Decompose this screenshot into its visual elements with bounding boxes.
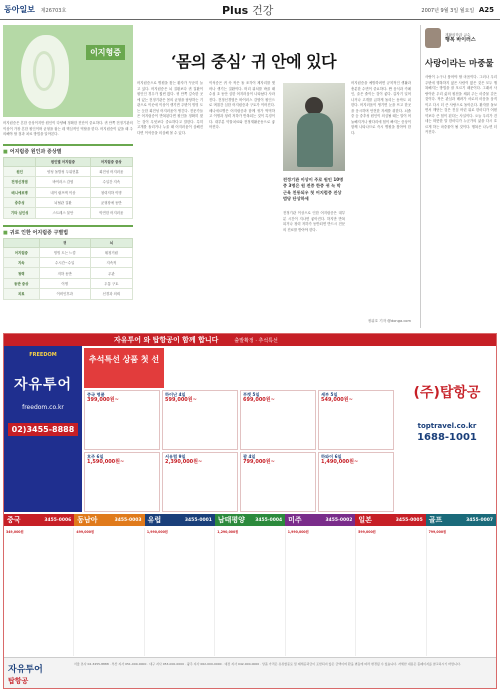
freedom-phone: 02)3455-8888 bbox=[8, 423, 79, 436]
freedom-brand-block[interactable] bbox=[4, 346, 82, 512]
section-title bbox=[222, 2, 273, 18]
issue-date: 2007년 9월 3일 월요일 bbox=[421, 8, 475, 14]
tour-product-title: 호주 6일 bbox=[87, 454, 104, 459]
cause-table bbox=[3, 157, 133, 219]
freedom-brand-name: 자유투어 bbox=[13, 377, 73, 393]
table-cell: 원인 bbox=[4, 166, 36, 176]
article-body-2: 이석증은 귀 속 작은 돌 조각이 제자리를 벗어나 생기는 질환이다. 머리 위치를 바꿀 때 수십 초 동안 심한 어지러움이 나타났다 사라진다. 전정신경염은 바이러스 감염이 원인으로 며칠간 심한 어지럼증과 구토가 이어진다. 메니에르병은 어지럼증과 함께 귀가 먹먹하고 이명과 청력 저하가 반복되는 것이 특징이다. 대부분 약물치료와 전정재활운동으로 좋아진다. bbox=[209, 81, 275, 129]
tour-product-card[interactable] bbox=[318, 390, 394, 450]
table-cell: 회전성 어지러움 bbox=[90, 166, 132, 176]
region-product-price: 1,990,000원 bbox=[287, 530, 309, 534]
tour-product-title: 괌 4일 bbox=[243, 454, 256, 459]
column-header bbox=[425, 25, 497, 51]
region-tab[interactable] bbox=[355, 514, 425, 526]
tour-product-title: 푸켓 5일 bbox=[243, 392, 260, 397]
tour-product-price: 1,590,000원~ bbox=[87, 458, 125, 465]
table-cell: 지속 bbox=[4, 258, 40, 268]
table-cell: 막연한 어지러움 bbox=[90, 208, 132, 218]
intro-text: 어지럼증은 흔한 증상이지만 원인이 다양해 정확한 진단이 중요하다. 귀 안쪽 전정기관의 이상이 가장 흔한 원인이며 균형을 잡는 데 핵심적인 역할을 한다. 어지럼증이 있을 때 주의해야 할 점과 치료 방법을 알아본다. bbox=[3, 121, 133, 137]
tour-product-card[interactable] bbox=[84, 390, 160, 450]
freedom-url[interactable]: freedom.co.kr bbox=[22, 404, 64, 411]
table-row bbox=[4, 289, 133, 299]
tour-product-grid bbox=[84, 390, 394, 512]
tour-product-price: 799,000원~ bbox=[243, 458, 275, 465]
table-cell: 휘청거림 bbox=[90, 247, 132, 257]
region-phone: 3455-0005 bbox=[395, 517, 423, 523]
region-name: 중국 bbox=[7, 516, 21, 524]
tour-product-title: 서유럽 9일 bbox=[165, 454, 186, 459]
table-cell: 양성 돌발성 두위현훈 bbox=[36, 166, 90, 176]
table-header-cell bbox=[4, 157, 36, 166]
paper-name: 동아일보 bbox=[4, 5, 35, 14]
region-product-list[interactable] bbox=[427, 528, 496, 656]
table-row bbox=[4, 197, 133, 207]
column-body: 사랑이 누구나 품어야 할 마음이다. 그러나 우리 주변에 행복하지 않은 사람이 많은 것은 모두 행복해지는 방법을 잘 모르기 때문이다. 그래서 사랑이란 우리 삶의 원천을 채워 주는 마중물 같은 것이다. 작은 관심과 배려가 서로의 마음을 움직이고 다시 더 큰 사랑으로 돌아온다. 환자를 돌보면서 깨닫는 것은 진심 어린 위로 한마디가 어떤 약보다 큰 힘이 된다는 사실이다. 오늘 우리가 건네는 따뜻한 말 한마디가 누군가의 삶을 다시 흐르게 하는 마중물이 될 것이다. 행복은 나누면 더 커진다. bbox=[425, 75, 497, 134]
table-cell: 치료 bbox=[4, 289, 40, 299]
table-cell: 빙빙 도는 느낌 bbox=[39, 247, 90, 257]
table-cell: 두통 구토 bbox=[90, 278, 132, 288]
article-headline: ‘몸의 중심’ 귀 안에 있다 bbox=[171, 52, 337, 71]
table-cell: 바이러스 감염 bbox=[36, 177, 90, 187]
tour-product-title: 중국 명품 bbox=[87, 392, 105, 397]
masthead bbox=[4, 4, 66, 15]
table-cell: 지속적 bbox=[90, 258, 132, 268]
table-header-cell: 어지럼증 증상 bbox=[90, 157, 132, 166]
region-phone: 3455-0006 bbox=[44, 517, 72, 523]
tour-product-title: 세부 5일 bbox=[321, 392, 338, 397]
section-en: Plus bbox=[222, 4, 249, 17]
tour-product-card[interactable] bbox=[162, 452, 238, 512]
tour-product-card[interactable] bbox=[240, 452, 316, 512]
region-name: 남태평양 bbox=[217, 516, 245, 524]
region-tab[interactable] bbox=[215, 514, 285, 526]
article-body-1: 어지럼증으로 병원을 찾는 환자가 꾸준히 늘고 있다. 어지럼증은 뇌 질환보다 귀 질환이 원인인 경우가 훨씬 많다. 귀 안쪽 깊숙한 곳에 있는 전정기관은 몸의 균형을 담당하는 기관으로 이곳에 이상이 생기면 주변이 빙빙 도는 듯한 회전성 어지러움이 생긴다. 전문가들은 어지럼증이 반복된다면 원인을 정확히 찾는 것이 무엇보다 중요하다고 말한다. 특히 고개를 돌리거나 누울 때 어지러움이 심해진다면 이석증을 의심해 볼 수 있다. bbox=[137, 81, 203, 135]
table-row bbox=[4, 268, 133, 278]
region-product-price: 499,000원 bbox=[76, 530, 95, 534]
date-page bbox=[421, 6, 494, 14]
region-product-price: 1,290,000원 bbox=[217, 530, 239, 534]
table-cell: 청력저하 이명 bbox=[90, 187, 132, 197]
footer-fine-print: 서울 본사 02-3455-8888 · 부산 지사 051-000-0000 · 대구 지사 053-000-0000 · 광주 지사 062-000-0000 · 대전 지사 042-000-0000 · 상품 가격은 유류할증료 및 제세공과금이 포함되지 않은 금액이며 환율 변동에 따라 변경될 수 있습니다. 자세한 내용은 홈페이지를 참고하시기 바랍니다. bbox=[74, 662, 461, 666]
main-article bbox=[137, 25, 415, 328]
table-row bbox=[4, 187, 133, 197]
table-cell: 이비인후과 bbox=[39, 289, 90, 299]
table-cell: 기타 심인성 bbox=[4, 208, 36, 218]
region-name: 미주 bbox=[288, 516, 302, 524]
toptravel-url[interactable]: toptravel.co.kr bbox=[417, 422, 477, 430]
issue-number: 제26703호 bbox=[40, 8, 67, 14]
table-cell: 균형장애 동반 bbox=[90, 197, 132, 207]
author-avatar bbox=[425, 28, 441, 48]
toptravel-brand-name: (주)탑항공 bbox=[413, 385, 481, 401]
tour-product-card[interactable] bbox=[318, 452, 394, 512]
article-body-3: 전정기관 이상으로 인한 어지럼증은 대부분 시간이 지나면 좋아진다. 하지만 반복되거나 청력 저하가 동반되면 반드시 전문의 진료를 받아야 한다. bbox=[283, 211, 345, 232]
distinction-table bbox=[3, 238, 133, 300]
bullet-icon: ■ bbox=[3, 148, 8, 155]
pull-quote: 전정기관 이상이 주로 원인 10명 중 3명은 원 전증 한증 귀 늑 막 근육 친동되우 첫 어지럼증 진상범당 단상하세 bbox=[283, 177, 344, 202]
ad-footer bbox=[4, 657, 496, 688]
ear-canal-icon bbox=[33, 51, 55, 91]
table-cell: 내이 림프액 이상 bbox=[36, 187, 90, 197]
table-cell: 신경과 의뢰 bbox=[90, 289, 132, 299]
page-number: A25 bbox=[478, 6, 494, 14]
author-info bbox=[445, 33, 476, 43]
region-product-price: 349,000원 bbox=[6, 530, 24, 534]
region-tab[interactable] bbox=[285, 514, 355, 526]
region-phone: 3455-0002 bbox=[325, 517, 353, 523]
region-tab-bar bbox=[4, 514, 496, 526]
footer-brand: 자유투어 bbox=[8, 665, 43, 675]
table-cell: 이명 bbox=[39, 278, 90, 288]
left-column bbox=[3, 25, 133, 328]
table-row bbox=[4, 166, 133, 176]
ad-topbar bbox=[4, 334, 496, 346]
table1-title: ■ 어지럼증 원인과 증상별 bbox=[3, 144, 133, 155]
table-cell: 저하 동반 bbox=[39, 268, 90, 278]
tour-product-card[interactable] bbox=[240, 390, 316, 450]
table-cell: 무관 bbox=[90, 268, 132, 278]
freedom-logo: FREEDOM bbox=[29, 352, 57, 358]
region-phone: 3455-0001 bbox=[184, 517, 212, 523]
region-phone: 3455-0003 bbox=[114, 517, 142, 523]
table-header-cell: 뇌 bbox=[90, 238, 132, 247]
region-product-price: 799,000원 bbox=[428, 530, 447, 534]
region-product-list[interactable] bbox=[286, 528, 355, 656]
region-tab[interactable] bbox=[145, 514, 215, 526]
table-header-cell bbox=[4, 238, 40, 247]
region-product-list[interactable] bbox=[4, 528, 73, 656]
tour-product-price: 2,390,000원~ bbox=[165, 458, 203, 465]
travel-advertisement bbox=[3, 333, 497, 689]
table-row bbox=[4, 247, 133, 257]
region-product-price: 599,000원 bbox=[358, 530, 376, 534]
ear-illustration bbox=[3, 25, 133, 117]
table-cell: 중추성 bbox=[4, 197, 36, 207]
person-body-icon bbox=[297, 113, 333, 167]
article-byline: 정위호 기자 @donga.com bbox=[367, 319, 411, 323]
footer-sub-brand: 탑항공 bbox=[8, 677, 29, 685]
page-header bbox=[0, 0, 500, 20]
ad-headline: 자유투어 와 탑항공이 함께 합니다 bbox=[114, 336, 219, 344]
tour-product-card[interactable] bbox=[84, 452, 160, 512]
region-tab[interactable] bbox=[426, 514, 496, 526]
table2-title: ■ 귀로 인한 어지럼증 구별법 bbox=[3, 225, 133, 236]
bullet-icon: ■ bbox=[3, 229, 8, 236]
column-title: 사랑이라는 마중물 bbox=[425, 59, 494, 69]
tour-product-title: 하이난 4일 bbox=[165, 392, 186, 397]
tour-product-price: 399,000원~ bbox=[87, 396, 119, 403]
section-ko: 건강 bbox=[252, 4, 274, 17]
promo-banner: 추석특선 상품 첫 선 bbox=[84, 348, 164, 388]
region-name: 골프 bbox=[428, 516, 443, 524]
table-cell: 어지럼증 bbox=[4, 247, 40, 257]
table-row bbox=[4, 177, 133, 187]
tour-product-price: 1,490,000원~ bbox=[321, 458, 359, 465]
region-phone: 3455-0004 bbox=[255, 517, 283, 523]
region-product-list[interactable] bbox=[356, 528, 425, 656]
region-name: 유럽 bbox=[147, 516, 162, 524]
region-name: 일본 bbox=[358, 516, 372, 524]
table-cell: 청력 bbox=[4, 268, 40, 278]
table-row bbox=[4, 208, 133, 218]
author-name: 행복 바이러스 bbox=[445, 37, 476, 43]
tour-product-price: 699,000원~ bbox=[243, 396, 275, 403]
toptravel-phone: 1688-1001 bbox=[417, 432, 477, 443]
tour-product-card[interactable] bbox=[162, 390, 238, 450]
region-product-list[interactable] bbox=[145, 528, 214, 656]
tour-product-price: 549,000원~ bbox=[321, 396, 353, 403]
table-header-cell: 귀 bbox=[39, 238, 90, 247]
tour-product-price: 599,000원~ bbox=[165, 396, 197, 403]
region-product-list[interactable] bbox=[74, 528, 143, 656]
ad-topbar-sub: 출발확정 · 추석특선 bbox=[234, 337, 278, 344]
table-cell: 스트레스 불안 bbox=[36, 208, 90, 218]
table-row bbox=[4, 278, 133, 288]
region-tab[interactable] bbox=[4, 514, 74, 526]
table-cell: 전정신경염 bbox=[4, 177, 36, 187]
table-cell: 동반 증상 bbox=[4, 278, 40, 288]
region-product-list[interactable] bbox=[215, 528, 284, 656]
table-cell: 뇌혈관 질환 bbox=[36, 197, 90, 207]
region-tab[interactable] bbox=[74, 514, 144, 526]
column-section bbox=[420, 25, 497, 328]
table-cell: 메니에르병 bbox=[4, 187, 36, 197]
region-product-columns bbox=[4, 528, 496, 656]
article-photo bbox=[283, 83, 345, 171]
table-cell: 수일간 지속 bbox=[90, 177, 132, 187]
region-name: 동남아 bbox=[77, 516, 98, 524]
author-role: 재활의학과 교수 bbox=[445, 33, 471, 37]
feature-tag: 이지형증 bbox=[86, 45, 125, 60]
tour-product-title: 하와이 6일 bbox=[321, 454, 342, 459]
toptravel-brand-block[interactable] bbox=[398, 348, 496, 512]
table-header-cell: 원인별 어지럼증 bbox=[36, 157, 90, 166]
table-row bbox=[4, 258, 133, 268]
region-product-price: 1,990,000원 bbox=[146, 530, 168, 534]
region-phone: 3455-0007 bbox=[466, 517, 493, 523]
article-body-4: 어지럼증을 예방하려면 규칙적인 생활과 충분한 수면이 중요하다. 짠 음식과 카페인, 술은 줄이는 것이 좋다. 갑자기 일어나거나 고개를 급하게 돌리는 동작도 피한다. 어지러움이 생기면 눈을 뜨고 한곳을 응시하며 안전한 자세를 취한다. 뇌졸중 등 중추성 원인이 의심될 때는 말이 어눌해지거나 팔다리에 힘이 빠지는 증상이 함께 나타나므로 즉시 병원을 찾아야 한다. bbox=[351, 81, 411, 135]
table-cell: 수시간~수일 bbox=[39, 258, 90, 268]
